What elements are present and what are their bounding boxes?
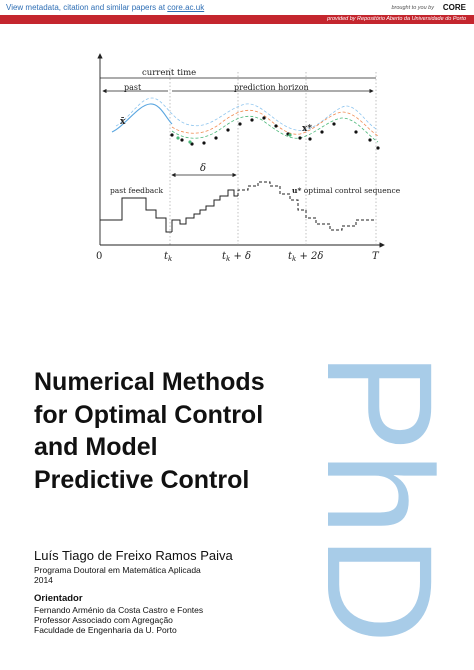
past-feedback-label: past feedback: [110, 186, 163, 195]
metadata-link[interactable]: [6, 3, 204, 12]
tick-tk-delta: [222, 251, 251, 263]
ustar-symbol: u*: [292, 186, 302, 195]
phd-watermark: [296, 352, 464, 662]
faculty: Faculdade de Engenharia da U. Porto: [34, 625, 177, 635]
tick-tk-t: t: [164, 251, 169, 262]
tick-T: T: [372, 251, 379, 262]
tick-0: 0: [96, 251, 103, 262]
provided-by-text: provided by Repositório Aberto da Universidade do Porto: [327, 16, 466, 22]
ocs-label: optimal control sequence: [303, 186, 401, 195]
state-dots-green: [176, 133, 291, 143]
title-line-4: Predictive Control: [34, 465, 250, 494]
provided-by-strip: [0, 15, 474, 24]
tick-tkd-rest: + δ: [230, 251, 252, 262]
core-ac-uk-link[interactable]: core.ac.uk: [167, 3, 205, 12]
tick-tk2d-sub: k: [292, 255, 297, 263]
core-banner: [0, 0, 474, 27]
author-name: Luís Tiago de Freixo Ramos Paiva: [34, 548, 233, 563]
title-line-1: Numerical Methods: [34, 368, 265, 396]
delta-label: δ: [200, 163, 207, 174]
mpc-diagram: [0, 40, 474, 270]
predicted-trajectory-orange: [172, 110, 378, 136]
supervisor-name: Fernando Arménio da Costa Castro e Fontes: [34, 605, 204, 615]
thesis-title: [34, 366, 334, 496]
tick-tk-sub: k: [168, 255, 173, 263]
current-time-label: current time: [142, 68, 197, 78]
predicted-trajectory-green: [172, 116, 378, 142]
phd-watermark-text: PhD: [296, 352, 464, 644]
core-logo[interactable]: CORE: [442, 3, 466, 12]
prediction-horizon-label: prediction horizon: [234, 83, 309, 92]
title-line-2: for Optimal Control: [34, 400, 264, 429]
tick-tk2d-t: t: [288, 251, 293, 262]
tick-tkd-t: t: [222, 251, 227, 262]
brought-to-you-text: brought to you by: [391, 5, 434, 11]
tick-tk-2delta: [288, 251, 323, 263]
applied-control: [172, 190, 238, 232]
predicted-upper-band: [116, 98, 378, 130]
xstar-label: x*: [302, 124, 313, 134]
orientador-label: Orientador: [34, 593, 83, 604]
past-feedback-control: [100, 198, 172, 232]
past-label: past: [124, 83, 142, 92]
program-name: Programa Doutoral em Matemática Aplicada: [34, 565, 201, 575]
tick-tk2d-rest: + 2δ: [296, 251, 324, 262]
title-line-3: and Model: [34, 433, 158, 461]
tick-tkd-sub: k: [226, 255, 231, 263]
year: 2014: [34, 575, 53, 585]
tick-tk: [164, 251, 172, 263]
xbar-label: x̄: [120, 117, 126, 127]
ustar-label: [292, 186, 401, 195]
supervisor-title: Professor Associado com Agregação: [34, 615, 173, 625]
state-dots: [170, 116, 379, 149]
core-top-bar: [0, 0, 474, 15]
metadata-text: View metadata, citation and similar papers at: [6, 3, 166, 12]
